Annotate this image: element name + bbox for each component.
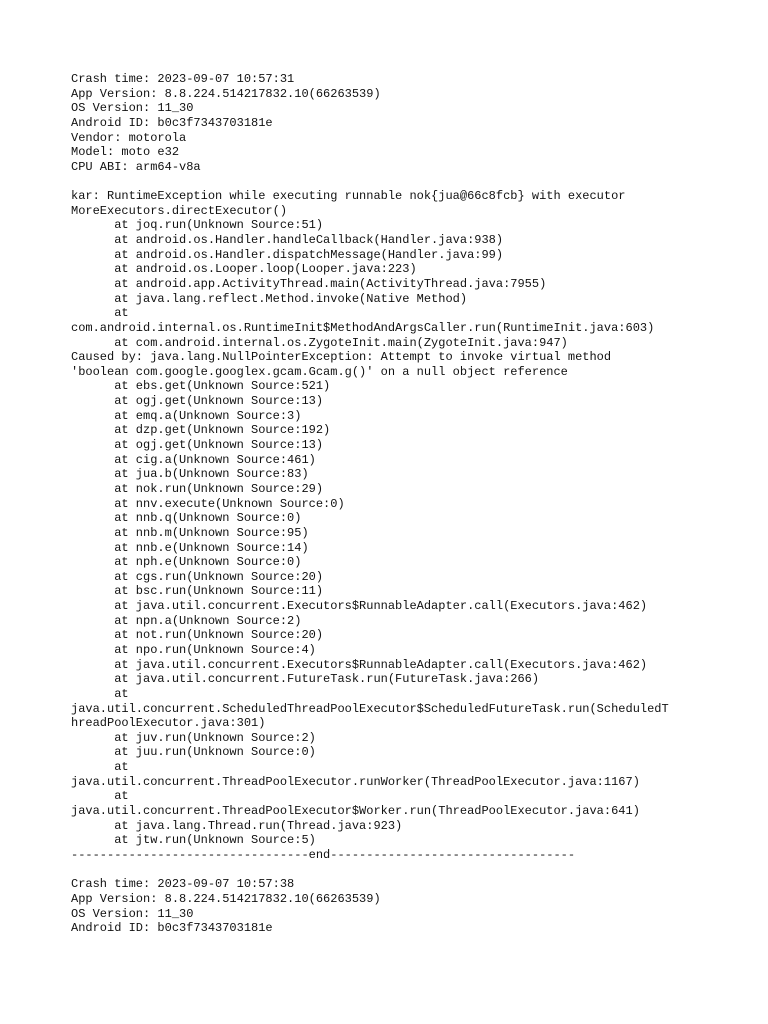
- log-line: java.util.concurrent.ScheduledThreadPoolExecutor$ScheduledFutureTask.run(ScheduledT: [71, 701, 669, 716]
- log-line: at npn.a(Unknown Source:2): [71, 613, 302, 628]
- blank-line: [71, 174, 711, 189]
- log-line: OS Version: 11_30: [71, 906, 194, 921]
- log-line: at java.util.concurrent.Executors$RunnableAdapter.call(Executors.java:462): [71, 657, 648, 672]
- log-line: com.android.internal.os.RuntimeInit$MethodAndArgsCaller.run(RuntimeInit.java:603): [71, 320, 655, 335]
- log-line: java.util.concurrent.ThreadPoolExecutor$Worker.run(ThreadPoolExecutor.java:641): [71, 804, 640, 819]
- log-line: at nnb.e(Unknown Source:14): [71, 540, 309, 555]
- log-line: at jtw.run(Unknown Source:5): [71, 833, 316, 848]
- log-line: at android.os.Handler.handleCallback(Handler.java:938): [71, 233, 504, 248]
- log-line: Crash time: 2023-09-07 10:57:38: [71, 877, 295, 892]
- log-line: at nph.e(Unknown Source:0): [71, 555, 302, 570]
- log-line: at ebs.get(Unknown Source:521): [71, 379, 331, 394]
- log-line: at jua.b(Unknown Source:83): [71, 467, 309, 482]
- log-line: Crash time: 2023-09-07 10:57:31: [71, 72, 295, 86]
- blank-line: [71, 863, 711, 878]
- log-line: at ogj.get(Unknown Source:13): [71, 394, 324, 409]
- log-line: at juv.run(Unknown Source:2): [71, 730, 316, 745]
- log-line: at dzp.get(Unknown Source:192): [71, 423, 331, 438]
- log-line: at android.app.ActivityThread.main(ActivityThread.java:7955): [71, 276, 547, 291]
- log-line: kar: RuntimeException while executing runnable nok{jua@66c8fcb} with executor: [71, 189, 626, 204]
- log-line: at java.util.concurrent.Executors$RunnableAdapter.call(Executors.java:462): [71, 599, 648, 614]
- log-line: App Version: 8.8.224.514217832.10(66263539): [71, 86, 381, 101]
- log-line: at bsc.run(Unknown Source:11): [71, 584, 324, 599]
- log-line: at npo.run(Unknown Source:4): [71, 642, 316, 657]
- log-line: java.util.concurrent.ThreadPoolExecutor.runWorker(ThreadPoolExecutor.java:1167): [71, 774, 640, 789]
- log-line: at nnb.q(Unknown Source:0): [71, 511, 302, 526]
- log-line: Android ID: b0c3f7343703181e: [71, 115, 273, 130]
- log-line: at android.os.Handler.dispatchMessage(Handler.java:99): [71, 247, 504, 262]
- crash-log-text: [71, 72, 711, 936]
- log-line: at cgs.run(Unknown Source:20): [71, 569, 324, 584]
- log-line: at: [71, 686, 129, 701]
- log-line: at java.lang.Thread.run(Thread.java:923): [71, 818, 403, 833]
- log-line: at not.run(Unknown Source:20): [71, 628, 324, 643]
- log-line: Model: moto e32: [71, 145, 180, 160]
- log-line: Caused by: java.lang.NullPointerException: Attempt to invoke virtual method: [71, 350, 612, 365]
- log-line: at java.util.concurrent.FutureTask.run(FutureTask.java:266): [71, 672, 540, 687]
- log-line: at nnb.m(Unknown Source:95): [71, 525, 309, 540]
- log-line: OS Version: 11_30: [71, 101, 194, 116]
- log-line: at emq.a(Unknown Source:3): [71, 408, 302, 423]
- log-line: Android ID: b0c3f7343703181e: [71, 921, 273, 936]
- log-line: at: [71, 789, 129, 804]
- log-line: at joq.run(Unknown Source:51): [71, 218, 324, 233]
- log-line: at java.lang.reflect.Method.invoke(Native Method): [71, 291, 468, 306]
- log-line: App Version: 8.8.224.514217832.10(66263539): [71, 891, 381, 906]
- log-line: CPU ABI: arm64-v8a: [71, 159, 201, 174]
- log-line: ---------------------------------end----------------------------------: [71, 847, 576, 862]
- log-line: at: [71, 760, 129, 775]
- log-line: at: [71, 306, 129, 321]
- log-line: MoreExecutors.directExecutor(): [71, 203, 288, 218]
- log-line: hreadPoolExecutor.java:301): [71, 716, 266, 731]
- log-line: at juu.run(Unknown Source:0): [71, 745, 316, 760]
- log-line: 'boolean com.google.googlex.gcam.Gcam.g()' on a null object reference: [71, 364, 568, 379]
- log-line: Vendor: motorola: [71, 130, 187, 145]
- log-line: at cig.a(Unknown Source:461): [71, 452, 316, 467]
- log-line: at nok.run(Unknown Source:29): [71, 481, 324, 496]
- log-line: at nnv.execute(Unknown Source:0): [71, 496, 345, 511]
- log-line: at ogj.get(Unknown Source:13): [71, 438, 324, 453]
- log-line: at android.os.Looper.loop(Looper.java:223): [71, 262, 417, 277]
- log-line: at com.android.internal.os.ZygoteInit.main(ZygoteInit.java:947): [71, 335, 568, 350]
